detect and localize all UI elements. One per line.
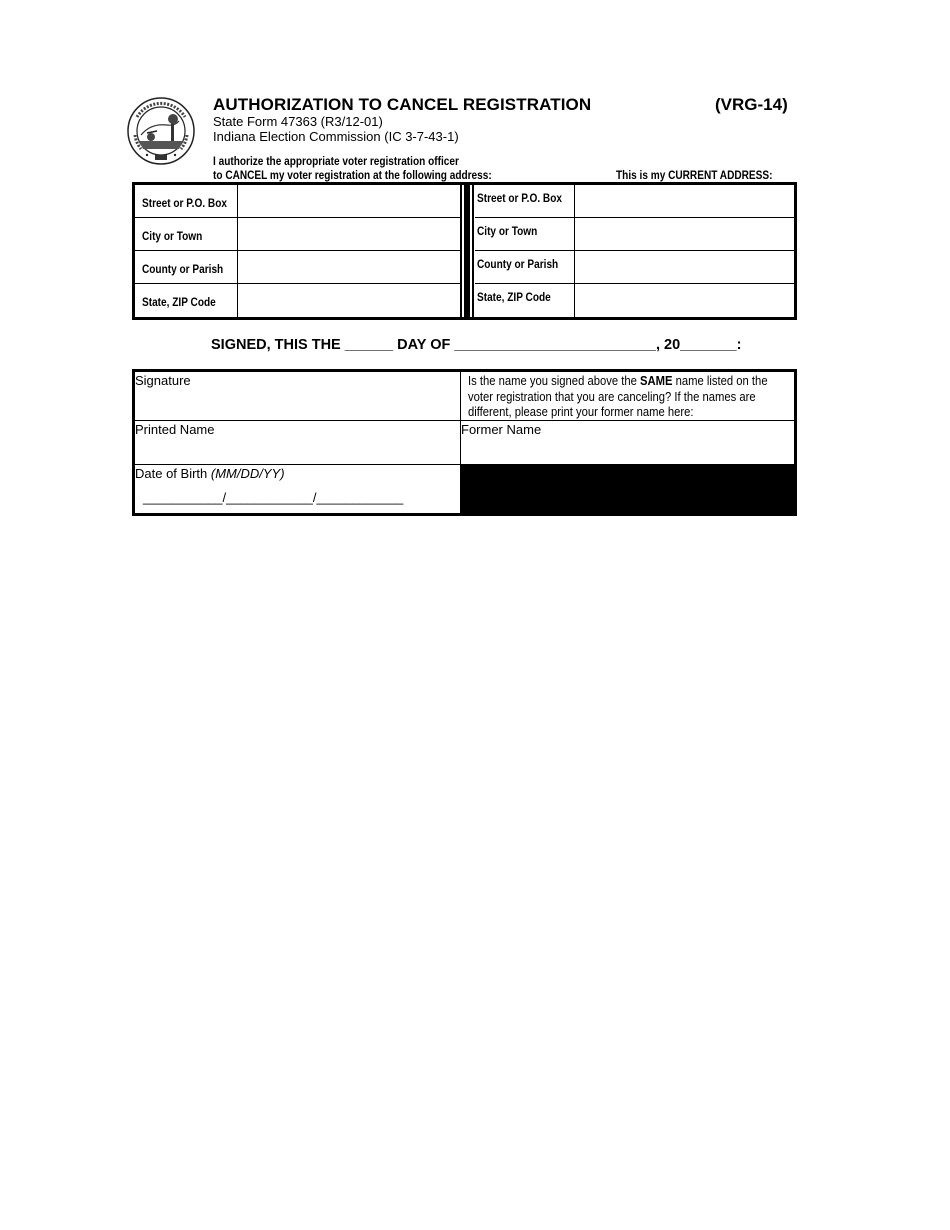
current-street-label: Street or P.O. Box: [475, 185, 575, 217]
date-format-hint: (MM/DD/YY): [210, 466, 285, 481]
cancel-county-label: County or Parish: [135, 251, 238, 283]
current-city-field[interactable]: [575, 218, 794, 250]
cancel-county-field[interactable]: [238, 251, 461, 283]
date-of-birth-label: Date of Birth (MM/DD/YY): [135, 466, 285, 481]
signature-field[interactable]: [137, 388, 458, 418]
current-street-row: [475, 185, 794, 218]
cancel-city-field[interactable]: [238, 218, 461, 250]
date-of-birth-cell[interactable]: [135, 465, 461, 513]
section-divider: [460, 185, 462, 317]
question-line-3: different, please print your former name here:: [468, 405, 694, 419]
cancel-street-row: [135, 185, 461, 218]
printed-name-label: Printed Name: [135, 422, 215, 437]
current-street-field[interactable]: [575, 185, 794, 217]
current-state-zip-row: [475, 284, 794, 317]
printed-name-cell[interactable]: [135, 421, 461, 465]
former-name-field[interactable]: [463, 437, 792, 462]
current-address-section: [475, 185, 794, 317]
authorization-text-line-2: to CANCEL my voter registration at the following address:: [213, 168, 492, 182]
signed-date-line[interactable]: SIGNED, THIS THE ______ DAY OF _________________________, 20_______:: [211, 337, 742, 353]
commission-reference: Indiana Election Commission (IC 3-7-43-1): [213, 129, 459, 144]
cancel-city-row: [135, 218, 461, 251]
question-line-2: voter registration that you are canceling? If the names are: [468, 389, 756, 404]
current-city-row: [475, 218, 794, 251]
signature-cell[interactable]: [135, 372, 461, 421]
cancel-street-label: Street or P.O. Box: [135, 185, 238, 217]
signature-label: Signature: [135, 373, 191, 388]
question-line-1: Is the name you signed above the SAME name listed on the: [468, 374, 768, 388]
state-form-number: State Form 47363 (R3/12-01): [213, 114, 383, 129]
cancel-street-field[interactable]: [238, 185, 461, 217]
cancel-county-row: [135, 251, 461, 284]
cancel-address-section: [135, 185, 461, 317]
former-name-cell[interactable]: [461, 421, 794, 465]
current-address-heading: This is my CURRENT ADDRESS:: [616, 168, 773, 182]
date-of-birth-blanks[interactable]: ___________/____________/____________: [143, 490, 404, 505]
current-city-label: City or Town: [475, 218, 575, 250]
current-county-field[interactable]: [575, 251, 794, 283]
form-title: AUTHORIZATION TO CANCEL REGISTRATION: [213, 95, 592, 114]
cancel-state-zip-field[interactable]: [238, 284, 461, 317]
printed-name-field[interactable]: [137, 437, 458, 462]
current-county-row: [475, 251, 794, 284]
current-county-label: County or Parish: [475, 251, 575, 283]
cancel-city-label: City or Town: [135, 218, 238, 250]
current-state-zip-label: State, ZIP Code: [475, 284, 575, 317]
address-table: [132, 182, 797, 320]
signature-table: [132, 369, 797, 516]
section-divider: [472, 185, 474, 317]
authorization-text-line-1: I authorize the appropriate voter registration officer: [213, 154, 459, 168]
current-state-zip-field[interactable]: [575, 284, 794, 317]
section-divider: [464, 185, 470, 317]
indiana-seal-icon: [127, 97, 195, 165]
same-name-question: [461, 372, 794, 421]
form-code: (VRG-14): [715, 95, 788, 114]
former-name-label: Former Name: [461, 422, 542, 437]
blacked-out-area: [461, 465, 794, 513]
cancel-state-zip-label: State, ZIP Code: [135, 284, 238, 317]
cancel-state-zip-row: [135, 284, 461, 317]
